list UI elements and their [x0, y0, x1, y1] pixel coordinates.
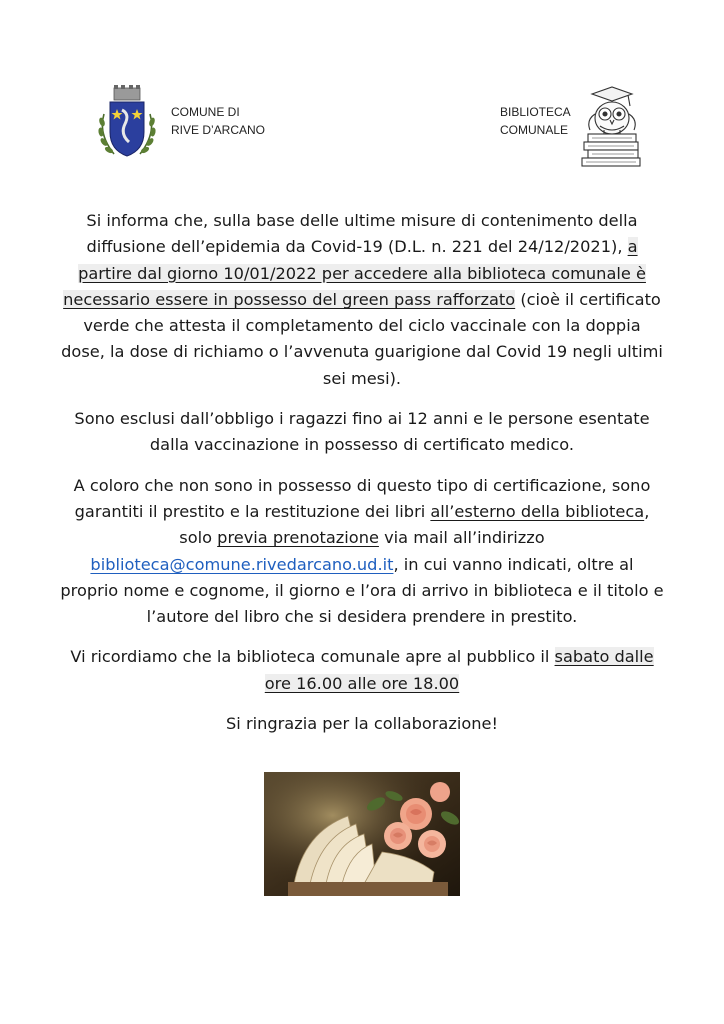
p3-text-f: , in cui vanno indicati, oltre al proprio nome e cognome, il giorno e l’ora di arrivo in biblioteca e il titolo e l’autore del libro che si desidera prendere in prestito. [60, 554, 664, 627]
notice-paragraph-5: Si ringrazia per la collaborazione! [226, 714, 498, 734]
p1-text-c: (cioè il certificato verde che attesta il completamento del ciclo vaccinale con la doppia dose, la dose di richiamo o l’avvenuta guarigione dal Covid 19 negli ultimi sei mesi). [61, 289, 663, 388]
library-line-1: BIBLIOTECA [500, 105, 571, 119]
municipal-crest-icon [96, 84, 158, 162]
notice-paragraph-3 [60, 473, 664, 631]
p3-underline-outside: all’esterno della biblioteca [430, 501, 645, 521]
municipality-line-1: COMUNE DI [171, 105, 240, 119]
p4-text-a: Vi ricordiamo che la biblioteca comunale apre al pubblico [70, 647, 541, 667]
p1-text-a: Si informa che, sulla base delle ultime misure di contenimento della diffusione dell’epidemia da Covid-19 (D.L. n. 221 del 24/12/2021), [86, 211, 638, 257]
municipality-name [171, 103, 265, 139]
notice-paragraph-2: Sono esclusi dall’obbligo i ragazzi fino ai 12 anni e le persone esentate dalla vaccinazione in possesso di certificato medico. [74, 409, 650, 455]
p3-underline-reservation: previa prenotazione [217, 528, 379, 548]
p1-highlight-requirement: a partire dal giorno 10/01/2022 per accedere alla biblioteca comunale è necessario essere in possesso del green pass rafforzato [63, 237, 646, 309]
book-roses-illustration [264, 772, 460, 896]
p3-text-a: A coloro che non sono in possesso di questo tipo di certificazione, sono garantiti il prestito e la restituzione dei libri [73, 475, 651, 521]
municipality-line-2: RIVE D’ARCANO [171, 123, 266, 137]
p4-text-b: il [540, 647, 555, 667]
p4-opening-hours: sabato dalle ore 16.00 alle ore 18.00 [264, 647, 654, 693]
notice-paragraph-4 [60, 644, 664, 697]
library-line-2: COMUNALE [500, 123, 569, 137]
email-link[interactable]: biblioteca@comune.rivedarcano.ud.it [90, 554, 394, 574]
p3-text-e: via mail all’indirizzo [378, 528, 545, 548]
open-book-with-roses-image [264, 772, 460, 896]
p3-text-c: , solo [179, 501, 650, 548]
owl-on-books-icon [578, 84, 644, 168]
library-name [500, 103, 571, 139]
notice-body [60, 208, 664, 751]
notice-paragraph-1 [60, 208, 664, 392]
